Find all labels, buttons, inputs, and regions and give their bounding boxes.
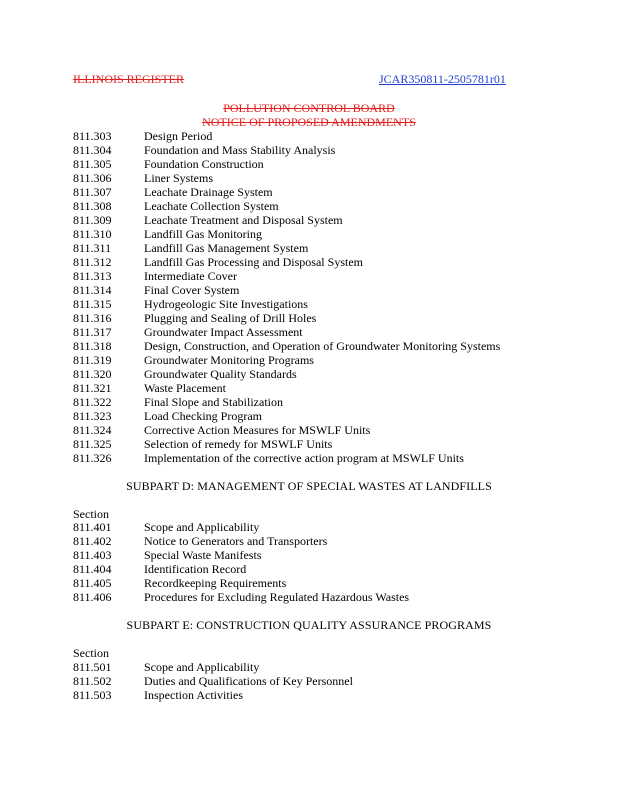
section-number: 811.325: [73, 437, 112, 451]
section-number: 811.304: [73, 143, 112, 157]
list-item: [73, 660, 259, 674]
subpart-d-heading: SUBPART D: MANAGEMENT OF SPECIAL WASTES AT LANDFILLS: [126, 479, 492, 493]
section-number: 811.320: [73, 367, 112, 381]
list-item: [73, 269, 237, 283]
section-number: 811.503: [73, 688, 112, 702]
section-number: 811.308: [73, 199, 112, 213]
list-item: [73, 213, 343, 227]
section-label: Section: [73, 646, 109, 660]
section-title: Groundwater Quality Standards: [144, 367, 297, 381]
header-jcar-link[interactable]: JCAR350811-2505781r01: [379, 72, 506, 86]
section-number: 811.318: [73, 339, 112, 353]
list-item: [73, 451, 464, 465]
board-title: POLLUTION CONTROL BOARD: [223, 101, 395, 115]
list-item: [73, 325, 303, 339]
section-title: Corrective Action Measures for MSWLF Units: [144, 423, 371, 437]
section-number: 811.311: [73, 241, 112, 255]
section-number: 811.501: [73, 660, 112, 674]
section-number: 811.319: [73, 353, 112, 367]
list-item: [73, 227, 262, 241]
section-number: 811.502: [73, 674, 112, 688]
section-number: 811.315: [73, 297, 112, 311]
section-number: 811.323: [73, 409, 112, 423]
subpart-e-heading: SUBPART E: CONSTRUCTION QUALITY ASSURANCE PROGRAMS: [126, 618, 492, 632]
list-item: [73, 688, 243, 702]
list-item: [73, 520, 259, 534]
section-number: 811.306: [73, 171, 112, 185]
list-item: [73, 423, 370, 437]
section-number: 811.404: [73, 562, 112, 576]
section-number: 811.303: [73, 129, 112, 143]
list-item: [73, 353, 314, 367]
section-number: 811.326: [73, 451, 112, 465]
section-title: Recordkeeping Requirements: [144, 576, 287, 590]
section-title: Leachate Treatment and Disposal System: [144, 213, 343, 227]
list-item: [73, 367, 297, 381]
section-title: Liner Systems: [144, 171, 213, 185]
section-title: Procedures for Excluding Regulated Hazardous Wastes: [144, 590, 410, 604]
section-title: Inspection Activities: [144, 688, 243, 702]
header-register-name: ILLINOIS REGISTER: [73, 72, 184, 86]
list-item: [73, 534, 327, 548]
list-item: [73, 255, 363, 269]
list-item: [73, 590, 409, 604]
section-title: Design, Construction, and Operation of Groundwater Monitoring Systems: [144, 339, 501, 353]
section-number: 811.312: [73, 255, 112, 269]
section-title: Landfill Gas Management System: [144, 241, 309, 255]
list-item: [73, 171, 213, 185]
section-number: 811.313: [73, 269, 112, 283]
section-title: Identification Record: [144, 562, 247, 576]
section-number: 811.314: [73, 283, 112, 297]
section-title: Scope and Applicability: [144, 520, 260, 534]
section-label: Section: [73, 507, 109, 521]
section-number: 811.309: [73, 213, 112, 227]
list-item: [73, 562, 246, 576]
section-number: 811.316: [73, 311, 112, 325]
section-title: Duties and Qualifications of Key Personnel: [144, 674, 353, 688]
list-item: [73, 674, 353, 688]
section-title: Foundation Construction: [144, 157, 264, 171]
section-number: 811.305: [73, 157, 112, 171]
section-title: Notice to Generators and Transporters: [144, 534, 328, 548]
section-title: Leachate Drainage System: [144, 185, 273, 199]
list-item: [73, 283, 239, 297]
list-item: [73, 576, 286, 590]
notice-title: NOTICE OF PROPOSED AMENDMENTS: [202, 115, 416, 129]
section-number: 811.310: [73, 227, 112, 241]
section-title: Scope and Applicability: [144, 660, 260, 674]
section-title: Leachate Collection System: [144, 199, 279, 213]
list-item: [73, 339, 500, 353]
section-number: 811.307: [73, 185, 112, 199]
list-item: [73, 199, 279, 213]
section-number: 811.317: [73, 325, 112, 339]
section-number: 811.322: [73, 395, 112, 409]
section-title: Landfill Gas Processing and Disposal System: [144, 255, 363, 269]
section-title: Final Slope and Stabilization: [144, 395, 283, 409]
list-item: [73, 241, 308, 255]
section-number: 811.321: [73, 381, 112, 395]
section-number: 811.401: [73, 520, 112, 534]
section-number: 811.405: [73, 576, 112, 590]
section-title: Groundwater Impact Assessment: [144, 325, 303, 339]
section-number: 811.406: [73, 590, 112, 604]
list-item: [73, 409, 262, 423]
section-title: Plugging and Sealing of Drill Holes: [144, 311, 317, 325]
section-title: Foundation and Mass Stability Analysis: [144, 143, 336, 157]
section-title: Intermediate Cover: [144, 269, 237, 283]
section-title: Load Checking Program: [144, 409, 262, 423]
section-title: Implementation of the corrective action program at MSWLF Units: [144, 451, 464, 465]
list-item: [73, 185, 273, 199]
section-number: 811.402: [73, 534, 112, 548]
list-item: [73, 548, 261, 562]
list-item: [73, 129, 212, 143]
section-number: 811.403: [73, 548, 112, 562]
section-number: 811.324: [73, 423, 112, 437]
list-item: [73, 437, 332, 451]
list-item: [73, 311, 316, 325]
section-title: Special Waste Manifests: [144, 548, 262, 562]
section-title: Selection of remedy for MSWLF Units: [144, 437, 333, 451]
list-item: [73, 143, 335, 157]
list-item: [73, 157, 264, 171]
section-title: Design Period: [144, 129, 213, 143]
section-title: Groundwater Monitoring Programs: [144, 353, 314, 367]
list-item: [73, 297, 308, 311]
section-title: Final Cover System: [144, 283, 240, 297]
section-title: Landfill Gas Monitoring: [144, 227, 262, 241]
list-item: [73, 381, 226, 395]
section-title: Hydrogeologic Site Investigations: [144, 297, 308, 311]
section-title: Waste Placement: [144, 381, 227, 395]
list-item: [73, 395, 283, 409]
